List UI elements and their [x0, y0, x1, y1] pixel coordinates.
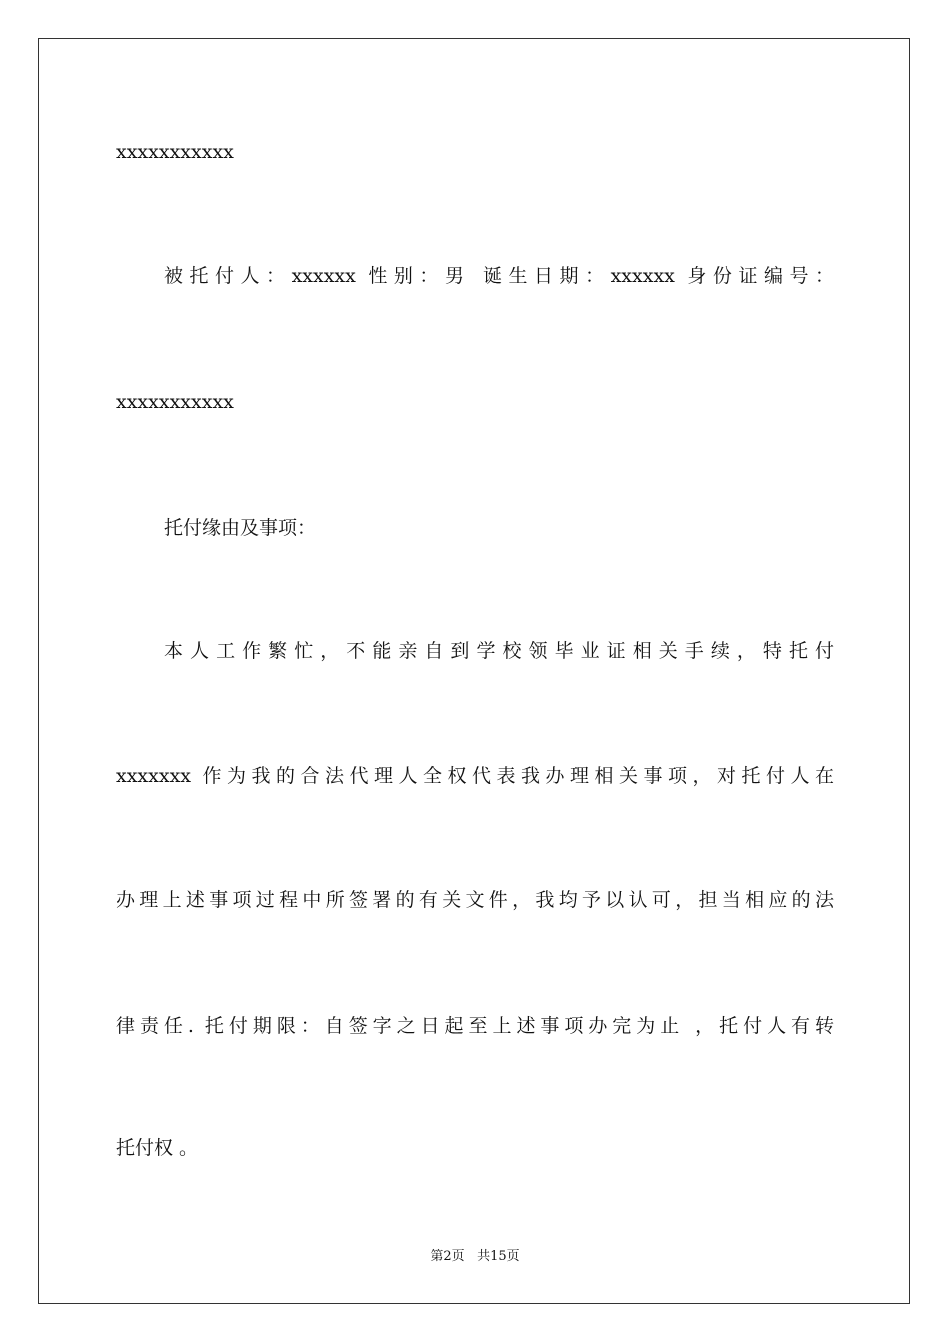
page-number: 第2页 — [430, 1249, 465, 1264]
total-pages: 共15页 — [477, 1249, 520, 1264]
trustee-info-line: 被托付人：xxxxxx 性别：男 诞生日期：xxxxxx 身份证编号： — [164, 265, 834, 287]
body-paragraph-line-2: xxxxxxx 作为我的合法代理人全权代表我办理相关事项，对托付人在 — [116, 765, 834, 787]
section-heading-reason: 托付缘由及事项： — [164, 517, 317, 539]
body-paragraph-line-5: 托付权 。 — [116, 1137, 199, 1159]
page-border — [38, 38, 910, 1304]
body-paragraph-line-1: 本人工作繁忙，不能亲自到学校领毕业证相关手续，特托付 — [164, 640, 834, 662]
id-number-line-2: xxxxxxxxxxx — [116, 391, 234, 413]
page-footer — [0, 1248, 950, 1266]
body-paragraph-line-3: 办理上述事项过程中所签署的有关文件，我均予以认可，担当相应的法 — [116, 889, 834, 911]
id-number-line-1: xxxxxxxxxxx — [116, 141, 234, 163]
body-paragraph-line-4: 律责任. 托付期限：自签字之日起至上述事项办完为止 ，托付人有转 — [116, 1015, 834, 1037]
